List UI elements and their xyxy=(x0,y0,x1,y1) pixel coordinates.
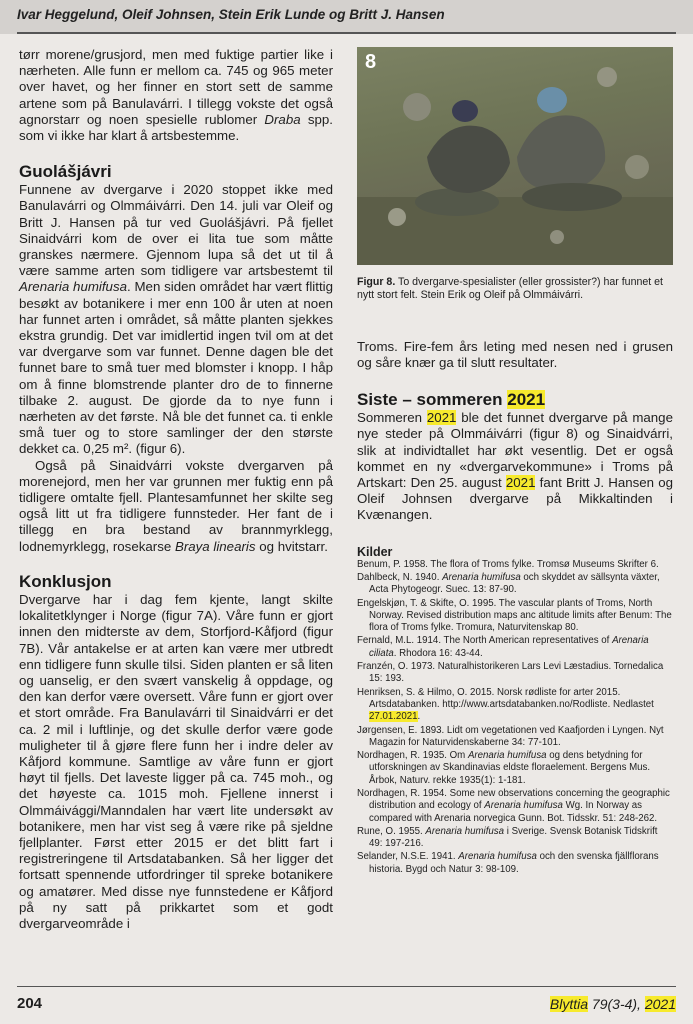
reference-item: Franzén, O. 1973. Naturalhistorikeren Lars Levi Læstadius. Tornedalica 15: 193. xyxy=(357,661,664,685)
heading-kilder: Kilder xyxy=(357,544,393,559)
photo-illustration xyxy=(357,47,673,265)
paragraph-guolasjavri-1: Funnene av dvergarve i 2020 stoppet ikke med Banulavárri og Olmmáivárri. Den 14. juli var Oleif og Britt J. Hansen på tur ved Guolášjávri. På fjellet Sinaidvárri kom de over ei lita tue som måtte granskes nærmere. Gjennom lupa så det ut til å være samme arten som tidligere var artsbestemt til Arenaria humifusa. Men siden området har vært flittig besøkt av botanikere i mer enn 100 år uten at noen har funnet arten i området, så måtte planten sjekkes ekstra grundig. Det var imidlertid ingen tvil om at det var dvergarve som var funnet. Denne dagen ble det funnet bare to små tuer med blomster i knopp. I håp om å finne blomstrende planter dro de to finnerne tilbake 2. august. De gjorde da to nye funn i nærheten av det første. Nå ble det funnet ca. ti enkle små tuer og to store samlinger der den største dekket ca. 0,25 m². (figur 6). xyxy=(19,182,333,457)
left-column xyxy=(19,47,333,932)
reference-item: Rune, O. 1955. Arenaria humifusa i Sverige. Svensk Botanisk Tidskrift 49: 197-216. xyxy=(357,825,658,850)
paragraph-guolasjavri-2: Også på Sinaidvárri vokste dvergarven på morenejord, men her var grunnen mer fuktig enn på tidligere omtalte fjell. Plantesamfunnet her skilte seg også litt ut fra tidligere funnsteder. Her fant de i tillegg en bra bestand av brannmyrklegg, lodnemyrklegg, rosekarse Braya linearis og hvitstarr. xyxy=(19,457,333,554)
figure-caption: Figur 8. To dvergarve-spesialister (eller grossister?) har funnet et nytt stort felt. Stein Erik og Oleif på Olmmáivárri. xyxy=(357,276,663,302)
reference-item: Nordhagen, R. 1954. Some new observations concerning the geographic distribution and ecology of Arenaria humifusa Wg. In Norway as compared with Arenaria norvegica Gunn. Bot. Tidsskr. 51: 248-262. xyxy=(357,787,670,824)
reference-list xyxy=(357,559,673,876)
paragraph-siste-sommeren: Sommeren 2021 ble det funnet dvergarve på mange nye steder på Olmmáivárri (figur 8) og Sinaidvárri, slik at individtallet har økt vesentlig. Det er også kommet en ny «dvergarvekommune» i Troms på Artskart: Den 25. august 2021 fant Britt J. Hansen og Oleif Johnsen dvergarve på Mikkaltinden i Kvænangen. xyxy=(357,410,673,523)
reference-item: Henriksen, S. & Hilmo, O. 2015. Norsk rødliste for arter 2015. Artsdatabanken. http://www.artsdatabanken.no/Rodliste. Nedlastet 27.01.2021. xyxy=(357,686,654,723)
right-column xyxy=(357,47,673,877)
page-footer xyxy=(17,992,676,1012)
reference-item: Fernald, M.L. 1914. The North American representatives of Arenaria ciliata. Rhodora 16: 43-44. xyxy=(357,635,649,659)
paragraph-troms: Troms. Fire-fem års leting med nesen ned i grusen og såre knær ga til slutt resultater. xyxy=(357,338,673,371)
reference-item: Nordhagen, R. 1935. Om Arenaria humifusa og dens betydning for utforskningen av Skandinavias eldste floraelement. Bergens Mus. Årbok, Naturv. rekke 1935(1): 1-181. xyxy=(357,750,651,786)
figure-photo xyxy=(357,47,673,265)
reference-item: Dahlbeck, N. 1940. Arenaria humifusa och skyddet av sällsynta växter, Acta Phytogeogr. Suec. 13: 87-90. xyxy=(357,571,660,596)
heading-guolasjavri: Guolášjávri xyxy=(19,162,112,182)
heading-konklusjon: Konklusjon xyxy=(19,571,112,591)
reference-item: Engelskjøn, T. & Skifte, O. 1995. The vascular plants of Troms, North Norway. Revised distribution maps anc altitude limits after Benum: The flora of Troms fylke. Tromura, Naturvitenskap 80. xyxy=(357,597,672,634)
paragraph-konklusjon: Dvergarve har i dag fem kjente, langt skilte lokalitetklynger i Norge (figur 7A). Våre funn er gjort innen den midterste av dem, Storfjord-Kåfjord (figur 7B). Vår antakelse er at arten kan være mer utbredt enn tidligere funn skulle tilsi. Siden planten er så liten og uanselig, er den svært vanskelig å oppdage, og den kan derfor være oversett. Våre funn er gjort over et stort område. Fra Banulavárri til Sinaidvárri er det ca. 2 mil i luftlinje, og det skulle derfor være gode muligheter til å gjøre flere funn her i indre deler av Kåfjord kommune. Samtlige av våre funn er gjort høyt til fjells. Det laveste ligger på ca. 745 moh., og det høyeste ca. 1015 moh. Fjellene innerst i Olmmáivággi/Manndalen har vært lite undersøkt av botanikere, men har vist seg å være rike på sjeldne fjellplanter. Først etter 2015 er det blitt fart i registreringene til Artsdatabanken. Så her ligger det fortsatt spennende utfordringer til spreke botanikere og amatører. Med disse nye funnstedene er Kåfjord på ny satt på prikkartet som et godt dvergarveområde i xyxy=(19,591,333,931)
running-header: Ivar Heggelund, Oleif Johnsen, Stein Erik Lunde og Britt J. Hansen xyxy=(17,7,445,22)
header-rule xyxy=(17,32,676,34)
reference-item: Benum, P. 1958. The flora of Troms fylke. Tromsø Museums Skrifter 6. xyxy=(357,558,659,570)
journal-citation: Blyttia 79(3-4), 2021 xyxy=(549,996,676,1012)
reference-item: Selander, N.S.E. 1941. Arenaria humifusa och den svenska fjällflorans historia. Bygd och Natur 3: 98-109. xyxy=(357,851,659,875)
figure-number: 8 xyxy=(365,51,377,73)
intro-paragraph: tørr morene/grusjord, men med fuktige partier like i nærheten. Alle funn er mellom ca. 745 og 965 meter over havet, og her finner en stort sett de samme artene som på Banulavárri. I tillegg vokste det også agnorstarr og noen spesielle rublomer Draba spp. som vi ikke har klart å artsbestemme. xyxy=(19,47,333,144)
footer-rule xyxy=(17,986,676,988)
page-number: 204 xyxy=(17,995,43,1012)
reference-item: Jørgensen, E. 1893. Lidt om vegetationen ved Kaafjorden i Lyngen. Nyt Magazin for Naturvidenskaberne 34: 77-101. xyxy=(357,724,664,748)
heading-siste-sommeren: Siste – sommeren 2021 xyxy=(357,390,546,410)
